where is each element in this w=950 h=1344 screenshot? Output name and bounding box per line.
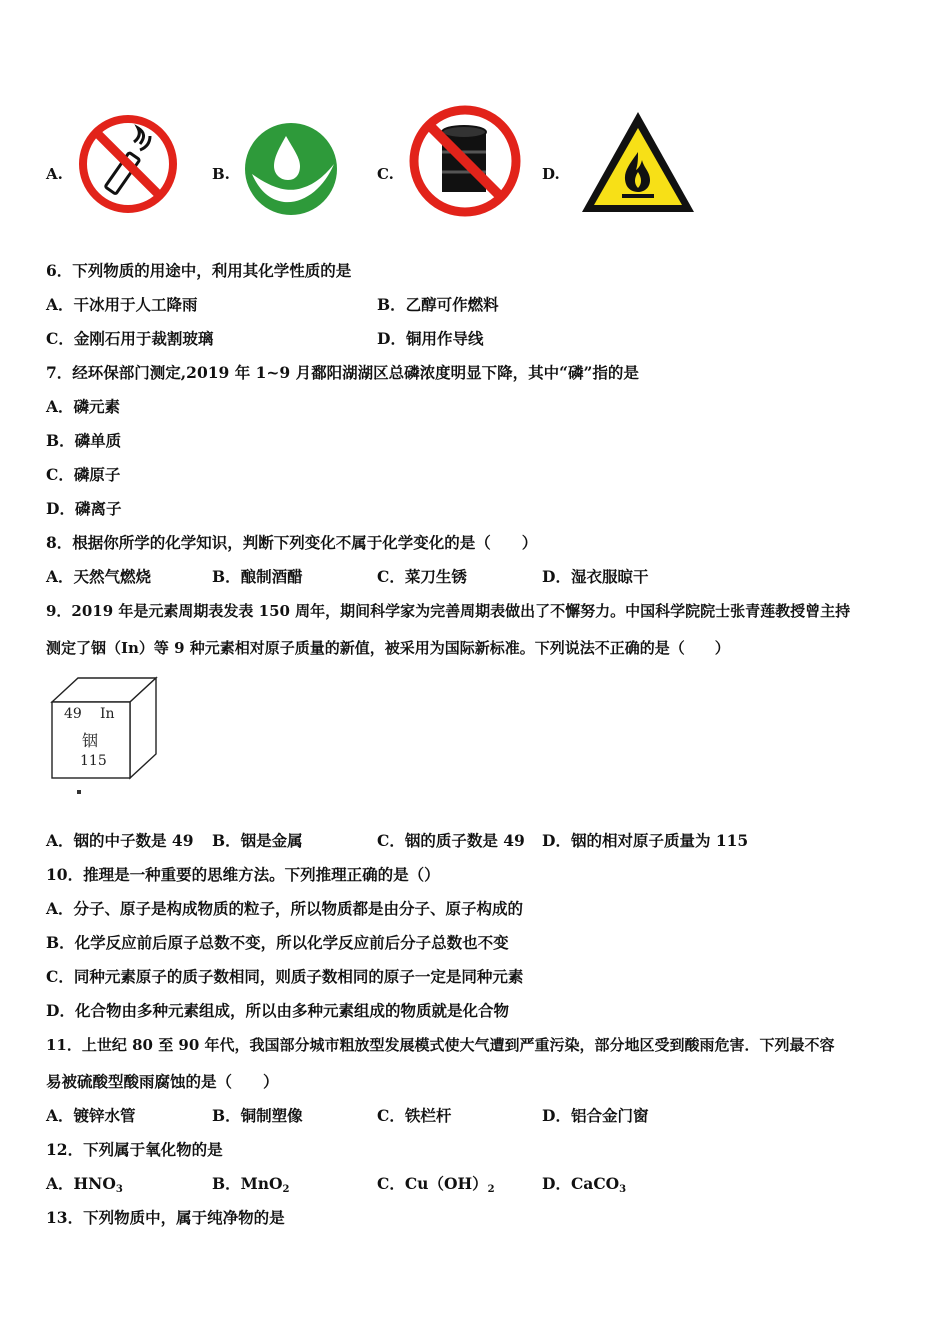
q12-option-d-text: D．CaCO	[542, 1174, 620, 1193]
q12-option-c	[377, 1174, 495, 1200]
sign-option-c-label: C.	[377, 165, 394, 183]
question-9-stem-line2: 测定了铟（In）等 9 种元素相对原子质量的新值，被采用为国际新标准。下列说法不正确的是（ ）	[46, 639, 730, 657]
q8-option-b: B．酿制酒醋	[212, 567, 303, 586]
question-12-stem: 12．下列属于氧化物的是	[46, 1140, 223, 1159]
q9-option-a: A．铟的中子数是 49	[46, 831, 194, 850]
q11-option-a: A．镀锌水管	[46, 1106, 136, 1125]
q12-option-b-subscript: 2	[282, 1184, 290, 1195]
q8-option-a: A．天然气燃烧	[46, 567, 152, 586]
question-13-stem: 13．下列物质中，属于纯净物的是	[46, 1208, 285, 1227]
q6-option-b: B．乙醇可作燃料	[377, 295, 499, 314]
q12-option-a-subscript: 3	[115, 1184, 123, 1195]
q9-option-b: B．铟是金属	[212, 831, 303, 850]
element-atomic-number: 49	[64, 706, 82, 722]
q6-option-c: C．金刚石用于裁割玻璃	[46, 329, 214, 348]
q6-option-d: D．铜用作导线	[377, 329, 484, 348]
q11-option-b: B．铜制塑像	[212, 1106, 303, 1125]
question-9-stem-line1: 9．2019 年是元素周期表发表 150 周年，期间科学家为完善周期表做出了不懈努力。中国科学院院士张青莲教授曾主持	[46, 602, 851, 620]
q11-option-c: C．铁栏杆	[377, 1106, 452, 1125]
q7-option-b: B．磷单质	[46, 431, 122, 450]
q12-option-b	[212, 1174, 290, 1200]
question-11-stem-line2: 易被硫酸型酸雨腐蚀的是（ ）	[46, 1072, 279, 1091]
question-7-stem: 7．经环保部门测定,2019 年 1~9 月鄱阳湖湖区总磷浓度明显下降，其中“磷”指的是	[46, 363, 639, 382]
q12-option-b-text: B．MnO	[212, 1174, 283, 1193]
q9-option-d: D．铟的相对原子质量为 115	[542, 831, 749, 850]
q6-option-a: A．干冰用于人工降雨	[46, 295, 198, 314]
q7-option-d: D．磷离子	[46, 499, 122, 518]
element-name: 铟	[82, 731, 99, 750]
question-10-stem: 10．推理是一种重要的思维方法。下列推理正确的是（）	[46, 865, 440, 884]
no-oil-drum-icon	[408, 104, 522, 218]
q12-option-a	[46, 1174, 123, 1200]
q8-option-c: C．菜刀生锈	[377, 567, 467, 586]
sign-option-b-label: B.	[212, 165, 230, 183]
element-atomic-mass: 115	[80, 753, 107, 769]
q12-option-d	[542, 1174, 626, 1200]
sign-option-a-label: A.	[46, 165, 63, 183]
q11-option-d: D．铝合金门窗	[542, 1106, 649, 1125]
q12-option-c-text: C．Cu（OH）	[377, 1174, 488, 1193]
water-saving-icon	[244, 122, 338, 216]
element-symbol: In	[100, 706, 115, 722]
image-marker-dot	[77, 790, 81, 794]
q10-option-b: B．化学反应前后原子总数不变，所以化学反应前后分子总数也不变	[46, 933, 509, 952]
q12-option-c-subscript: 2	[487, 1184, 495, 1195]
flammable-warning-icon	[578, 108, 698, 216]
element-card-indium	[48, 676, 160, 786]
q12-option-d-subscript: 3	[619, 1184, 627, 1195]
q7-option-c: C．磷原子	[46, 465, 121, 484]
question-6-stem: 6．下列物质的用途中，利用其化学性质的是	[46, 261, 352, 280]
no-smoking-icon	[76, 112, 180, 216]
question-11-stem-line1: 11．上世纪 80 至 90 年代，我国部分城市粗放型发展模式使大气遭到严重污染，部分地区受到酸雨危害．下列最不容	[46, 1036, 835, 1054]
q10-option-a: A．分子、原子是构成物质的粒子，所以物质都是由分子、原子构成的	[46, 899, 524, 918]
sign-option-d-label: D.	[542, 165, 560, 183]
element-card-frame	[48, 676, 160, 786]
q12-option-a-text: A．HNO	[46, 1174, 116, 1193]
q10-option-c: C．同种元素原子的质子数相同，则质子数相同的原子一定是同种元素	[46, 967, 524, 986]
q10-option-d: D．化合物由多种元素组成，所以由多种元素组成的物质就是化合物	[46, 1001, 509, 1020]
q9-option-c: C．铟的质子数是 49	[377, 831, 525, 850]
q7-option-a: A．磷元素	[46, 397, 121, 416]
question-8-stem: 8．根据你所学的化学知识，判断下列变化不属于化学变化的是（ ）	[46, 533, 538, 552]
q8-option-d: D．湿衣服晾干	[542, 567, 649, 586]
